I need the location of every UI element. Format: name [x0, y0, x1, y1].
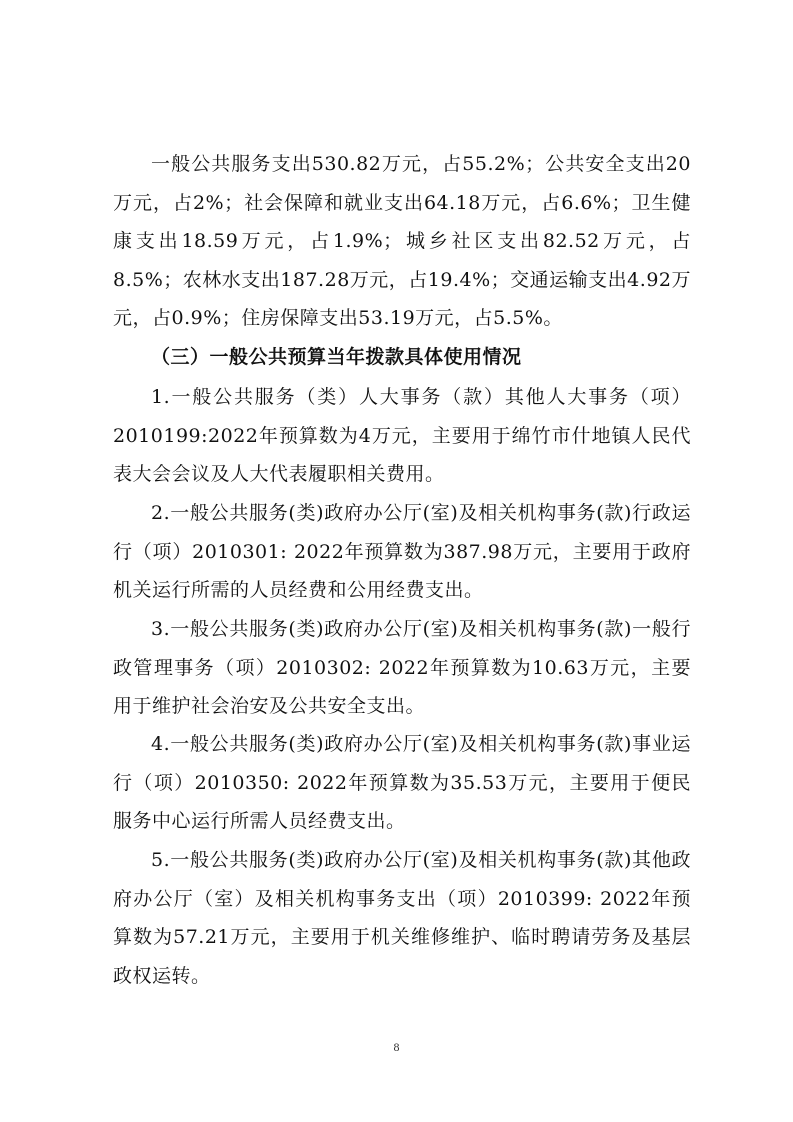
list-item: 3.一般公共服务(类)政府办公厅(室)及相关机构事务(款)一般行政管理事务（项）2010302: 2022年预算数为10.63万元，主要用于维护社会治安及公共安全支出。	[113, 618, 691, 717]
page-number: 8	[393, 1040, 400, 1054]
section-heading: （三）一般公共预算当年拨款具体使用情况	[151, 346, 522, 368]
intro-paragraph: 一般公共服务支出530.82万元，占55.2%；公共安全支出20万元，占2%；社会保障和就业支出64.18万元，占6.6%；卫生健康支出18.59万元，占1.9%；城乡社区支出82.52万元，占8.5%；农林水支出187.28万元，占19.4%；交通运输支出4.92万元，占0.9%；住房保障支出53.19万元，占5.5%。	[113, 153, 691, 329]
list-item: 4.一般公共服务(类)政府办公厅(室)及相关机构事务(款)事业运行（项）2010350: 2022年预算数为35.53万元，主要用于便民服务中心运行所需人员经费支出。	[113, 733, 691, 832]
list-item: 5.一般公共服务(类)政府办公厅(室)及相关机构事务(款)其他政府办公厅（室）及相关机构事务支出（项）2010399: 2022年预算数为57.21万元，主要用于机关维修维护、临时聘请劳务及基层政权运转。	[113, 849, 691, 987]
list-item: 1.一般公共服务（类）人大事务（款）其他人大事务（项）2010199:2022年预算数为4万元，主要用于绵竹市什地镇人民代表大会会议及人大代表履职相关费用。	[113, 386, 691, 485]
list-item: 2.一般公共服务(类)政府办公厅(室)及相关机构事务(款)行政运行（项）2010301: 2022年预算数为387.98万元，主要用于政府机关运行所需的人员经费和公用经费支出。	[113, 502, 691, 601]
